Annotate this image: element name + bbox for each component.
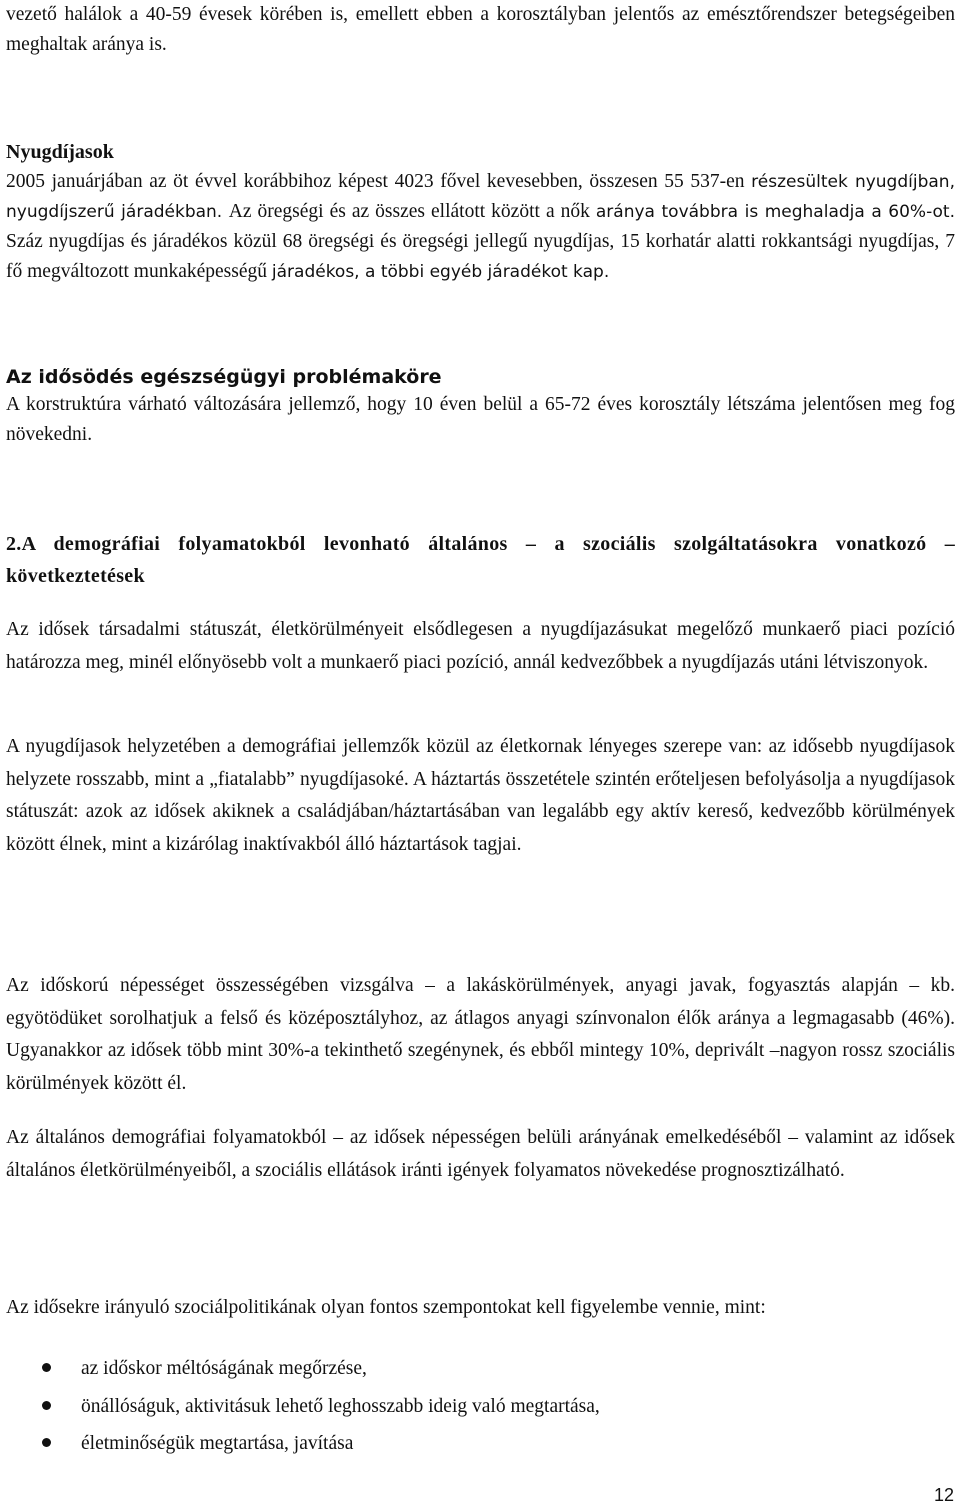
list-item [6, 1388, 906, 1426]
policy-bullet-list [6, 1350, 906, 1463]
section-heading-aging: Az idősödés egészségügyi problémaköre [6, 366, 442, 388]
pensioners-text-1: 2005 januárjában az öt évvel korábbihoz képest 4023 fővel kevesebben, összesen 55 537-en [6, 171, 752, 192]
paragraph-living-conditions: Az időskorú népességet összességében vizsgálva – a lakáskörülmények, anyagi javak, fogyasztás alapján – kb. egyötödüket sorolhatjuk a felső és középosztályhoz, az átlagos anyagi színvonalon élők aránya a legmagasabb (46%). Ugyanakkor az idősek több mint 30%-a tekinthető szegénynek, és ebből mintegy 10%, deprivált –nagyon rossz szociális körülmények között él. [6, 975, 955, 1094]
list-item-text: önállóságuk, aktivitásuk lehető leghosszabb ideig való megtartása, [81, 1395, 600, 1417]
paragraph-demand-growth: Az általános demográfiai folyamatokból – az idősek népességen belüli arányának emelkedéséből – valamint az idősek általános életkörülményeiből, a szociális ellátások iránti igények folyamatos növekedése prognosztizálható. [6, 1127, 955, 1181]
list-item-text: az időskor méltóságának megőrzése, [81, 1358, 367, 1379]
section-heading-conclusions: 2.A demográfiai folyamatokból levonható általános – a szociális szolgáltatásokra vonatkozó – következtetések [6, 533, 955, 587]
pensioners-paragraph [6, 167, 955, 287]
pensioners-text-2: részesültek nyugdíjban, nyugdíjszerű járadékban. [6, 172, 955, 222]
pensioners-text-3: Az öregségi és az összes ellátott között a nők [228, 201, 596, 222]
pensioners-text-6: járadékos, a többi egyéb járadékot kap. [271, 262, 610, 282]
list-item [6, 1350, 906, 1388]
page-number: 12 [933, 1485, 954, 1505]
intro-paragraph: vezető halálok a 40-59 évesek körében is, emellett ebben a korosztályban jelentős az emésztőrendszer betegségeiben meghaltak aránya is. [6, 4, 955, 55]
bullet-icon [42, 1438, 51, 1447]
paragraph-status: Az idősek társadalmi státuszát, életkörülményeit elsődlegesen a nyugdíjazásukat megelőző munkaerő piaci pozíció határozza meg, minél előnyösebb volt a munkaerő piaci pozíció, annál kedvezőbbek a nyugdíjazás utáni létviszonyok. [6, 619, 955, 673]
pensioners-text-5: Száz nyugdíjas és járadékos közül 68 öregségi és öregségi jellegű nyugdíjas, 15 korhatár alatti rokkantsági nyugdíjas, 7 fő megváltozott munkaképességű [6, 231, 955, 282]
aging-paragraph: A korstruktúra várható változására jellemző, hogy 10 éven belül a 65-72 éves korosztály létszáma jelentősen meg fog növekedni. [6, 394, 955, 445]
bullet-icon [42, 1363, 51, 1372]
section-heading-pensioners: Nyugdíjasok [6, 141, 114, 163]
bullet-icon [42, 1401, 51, 1410]
pensioners-text-4: aránya továbbra is meghaladja a 60%-ot. [595, 202, 955, 222]
list-item [6, 1425, 906, 1463]
paragraph-policy-intro: Az idősekre irányuló szociálpolitikának olyan fontos szempontokat kell figyelembe vennie, mint: [6, 1297, 766, 1318]
paragraph-age-role: A nyugdíjasok helyzetében a demográfiai jellemzők közül az életkornak lényeges szerepe van: az idősebb nyugdíjasok helyzete rosszabb, mint a „fiatalabb” nyugdíjasoké. A háztartás összetétele szintén erőteljesen befolyásolja a nyugdíjasok státuszát: azok az idősek akiknek a családjában/háztartásában van legalább egy aktív kereső, kedvezőbb körülmények között élnek, mint a kizárólag inaktívakból álló háztartások tagjai. [6, 736, 955, 855]
list-item-text: életminőségük megtartása, javítása [81, 1433, 354, 1454]
